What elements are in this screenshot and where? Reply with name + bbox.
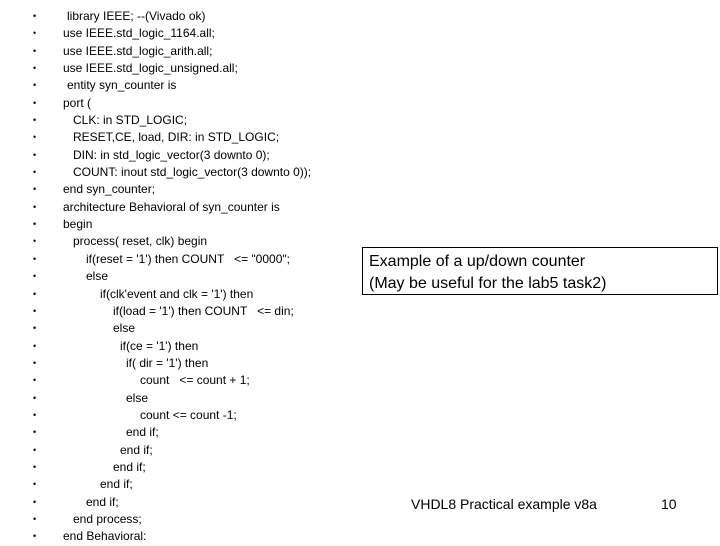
callout-box bbox=[362, 247, 718, 295]
bullet-icon: • bbox=[33, 461, 37, 472]
bullet-icon: • bbox=[33, 496, 37, 507]
bullet-icon: • bbox=[33, 115, 37, 126]
callout-line-1: Example of a up/down counter bbox=[369, 253, 586, 270]
bullet-icon: • bbox=[33, 236, 37, 247]
code-text: if( dir = '1') then bbox=[126, 355, 209, 370]
code-text: else bbox=[113, 321, 136, 336]
code-text: end if; bbox=[113, 459, 146, 474]
code-text: if(load = '1') then COUNT <= din; bbox=[113, 303, 294, 318]
bullet-icon: • bbox=[33, 167, 37, 178]
code-text: end syn_counter; bbox=[63, 182, 156, 197]
code-text: if(reset = '1') then COUNT <= "0000"; bbox=[86, 251, 290, 266]
code-text: end if; bbox=[86, 494, 119, 509]
bullet-icon: • bbox=[33, 479, 37, 490]
bullet-icon: • bbox=[33, 323, 37, 334]
bullet-icon: • bbox=[33, 28, 37, 39]
code-text: use IEEE.std_logic_unsigned.all; bbox=[63, 61, 238, 76]
bullet-icon: • bbox=[33, 132, 37, 143]
code-text: end if; bbox=[126, 425, 159, 440]
bullet-icon: • bbox=[33, 63, 37, 74]
code-text: else bbox=[126, 390, 149, 405]
callout-line-2: (May be useful for the lab5 task2) bbox=[369, 275, 607, 292]
code-text: library IEEE; --(Vivado ok) bbox=[67, 9, 206, 23]
bullet-icon: • bbox=[33, 184, 37, 195]
bullet-icon: • bbox=[33, 97, 37, 108]
code-text: use IEEE.std_logic_1164.all; bbox=[63, 26, 215, 41]
code-text: end if; bbox=[100, 477, 133, 492]
bullet-icon: • bbox=[33, 513, 37, 524]
bullet-icon: • bbox=[33, 357, 37, 368]
page-number: 10 bbox=[661, 496, 677, 512]
bullet-icon: • bbox=[33, 444, 37, 455]
bullet-icon: • bbox=[33, 271, 37, 282]
code-text: count <= count -1; bbox=[140, 407, 237, 422]
code-text: DIN: in std_logic_vector(3 downto 0); bbox=[73, 147, 270, 162]
bullet-icon: • bbox=[33, 253, 37, 264]
bullet-icon: • bbox=[33, 201, 37, 212]
code-text: end process; bbox=[73, 511, 142, 526]
code-text: architecture Behavioral of syn_counter is bbox=[63, 199, 280, 214]
bullet-icon: • bbox=[33, 45, 37, 56]
bullet-icon: • bbox=[33, 392, 37, 403]
bullet-icon: • bbox=[33, 375, 37, 386]
bullet-icon: • bbox=[33, 305, 37, 316]
code-text: use IEEE.std_logic_arith.all; bbox=[63, 43, 213, 58]
bullet-icon: • bbox=[33, 340, 37, 351]
footer-title: VHDL8 Practical example v8a bbox=[411, 496, 597, 512]
bullet-icon: • bbox=[33, 219, 37, 230]
code-text: begin bbox=[63, 217, 93, 232]
code-text: else bbox=[86, 269, 109, 284]
code-text: COUNT: inout std_logic_vector(3 downto 0)); bbox=[73, 165, 312, 180]
bullet-icon: • bbox=[33, 80, 37, 91]
code-text: if(clk'event and clk = '1') then bbox=[100, 286, 254, 301]
code-text: entity syn_counter is bbox=[67, 78, 177, 93]
code-text: count <= count + 1; bbox=[140, 373, 250, 388]
bullet-icon: • bbox=[33, 531, 37, 542]
bullet-icon: • bbox=[33, 149, 37, 160]
code-text: end Behavioral: bbox=[63, 529, 147, 544]
bullet-icon: • bbox=[33, 409, 37, 420]
code-text: port ( bbox=[63, 95, 92, 110]
code-text: CLK: in STD_LOGIC; bbox=[73, 113, 188, 128]
bullet-icon: • bbox=[33, 427, 37, 438]
code-text: if(ce = '1') then bbox=[120, 338, 199, 353]
code-text: RESET,CE, load, DIR: in STD_LOGIC; bbox=[73, 130, 280, 145]
bullet-icon: • bbox=[33, 288, 37, 299]
code-text: process( reset, clk) begin bbox=[73, 234, 208, 249]
code-text: end if; bbox=[120, 442, 153, 457]
bullet-icon: • bbox=[33, 11, 37, 21]
